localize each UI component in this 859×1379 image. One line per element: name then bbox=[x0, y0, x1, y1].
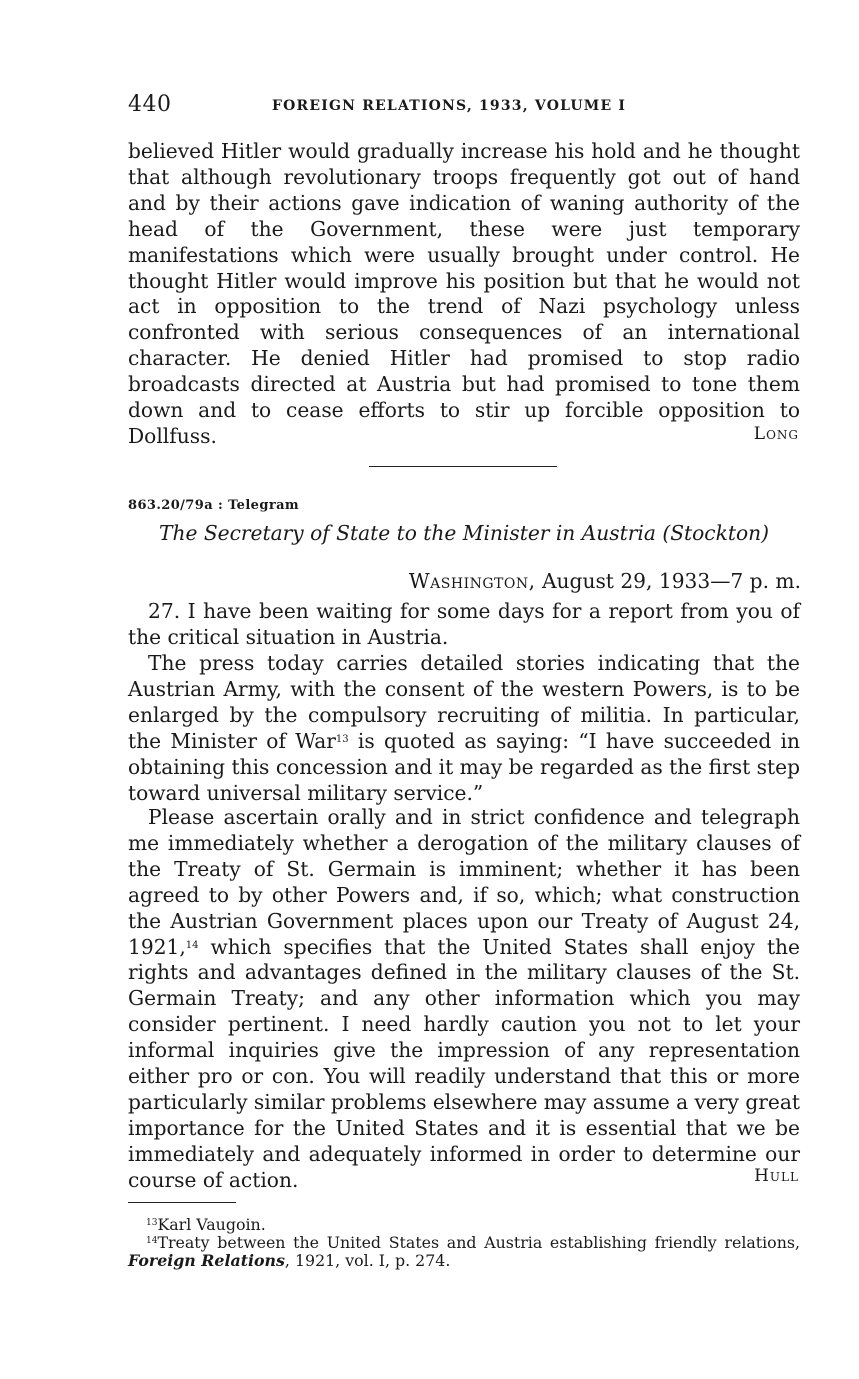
footnote-divider bbox=[128, 1202, 236, 1203]
footnotes bbox=[128, 1216, 800, 1270]
paragraph-2-text-b: is quoted as saying: “I have succeeded in obtaining this concession and it may be regarded as the first step toward universal military service.” bbox=[128, 728, 800, 805]
signature-long: Long bbox=[753, 424, 799, 444]
paragraph-3-text-b: which specifies that the United States shall enjoy the rights and advantages defined in the military clauses of the St. Germain Treaty; and any other information which you may consider pertinent. I need hardly caution you not to let your informal inquiries give the impression of any representation either pro or con. You will readily understand that this or more particularly similar problems elsewhere may assume a very great importance for the United States and it is essential that we be immediately and adequately informed in order to determine our course of action. bbox=[128, 934, 801, 1192]
document-title: The Secretary of State to the Minister in Austria (Stockton) bbox=[158, 521, 769, 545]
footnote-13 bbox=[128, 1216, 800, 1234]
footnote-14 bbox=[128, 1234, 800, 1270]
section-divider bbox=[369, 466, 557, 467]
paragraph-3-text-a: Please ascertain orally and in strict confidence and telegraph me immediately whether a derogation of the military clauses of the Treaty of St. Germain is imminent; whether it has been agreed to by other Powers and, if so, which; what construction the Austrian Government places upon our Treaty of August 24, 1921, bbox=[128, 805, 800, 959]
footnote-text: Karl Vaugoin. bbox=[157, 1215, 266, 1234]
footnote-number: 13 bbox=[146, 1218, 158, 1228]
page-number: 440 bbox=[128, 92, 172, 117]
paragraph-2-text-a: The press today carries detailed stories indicating that the Austrian Army, with the consent of the western Powers, is to be enlarged by the compulsory recruiting of militia. In particular, the Minister of War bbox=[128, 651, 800, 753]
footnote-text-end: , 1921, vol. I, p. 274. bbox=[284, 1251, 451, 1270]
telegram-paragraph-1: 27. I have been waiting for some days for a report from you of the critical situation in Austria. bbox=[128, 599, 800, 649]
continuation-paragraph: believed Hitler would gradually increase his hold and he thought that although revolutionary troops frequently got out of hand and by their actions gave indication of waning authority of the head of the Government, these were just temporary manifestations which were usually brought under control. He thought Hitler would improve his position but that he would not act in opposition to the trend of Nazi psychology unless confronted with serious consequences of an international character. He denied Hitler had promised to stop radio broadcasts directed at Austria but had promised to tone them down and to cease efforts to stir up forcible opposition to Dollfuss. bbox=[128, 139, 800, 448]
footnote-ref-13[interactable]: 13 bbox=[335, 733, 349, 745]
dateline bbox=[409, 569, 801, 593]
footnote-source-title: Foreign Relations bbox=[128, 1251, 285, 1270]
dateline-date: August 29, 1933—7 p. m. bbox=[541, 569, 801, 593]
footnote-number: 14 bbox=[146, 1236, 158, 1246]
telegram-paragraph-2 bbox=[128, 651, 800, 806]
footnote-text: Treaty between the United States and Austria establishing friendly relations, bbox=[157, 1233, 800, 1252]
page-header bbox=[128, 92, 800, 122]
footnote-ref-14[interactable]: 14 bbox=[185, 939, 199, 951]
dateline-place: Washington, bbox=[408, 569, 536, 593]
file-code: 863.20/79a : Telegram bbox=[128, 498, 300, 513]
running-head: FOREIGN RELATIONS, 1933, VOLUME I bbox=[272, 98, 627, 114]
signature-hull: Hull bbox=[754, 1166, 799, 1186]
telegram-paragraph-3 bbox=[128, 805, 800, 1194]
